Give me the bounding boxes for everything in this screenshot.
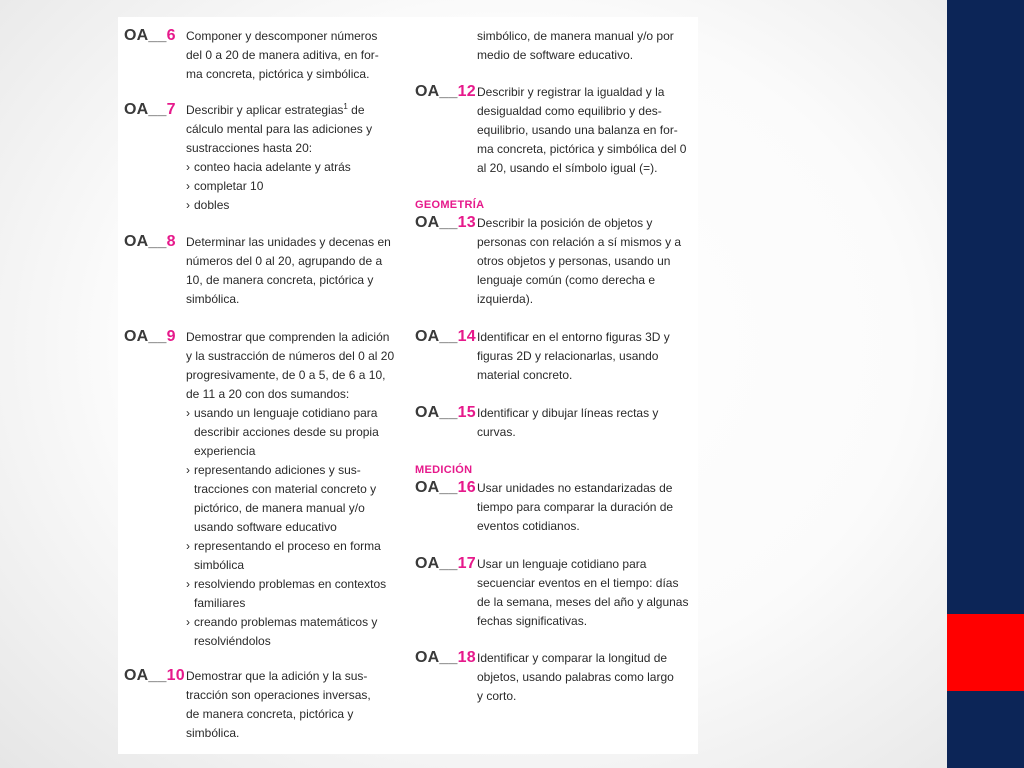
document-page — [118, 17, 698, 754]
objective-text: Identificar en el entorno figuras 3D y figuras 2D y relacionarlas, usando material concreto. — [477, 330, 670, 382]
objective-text: Describir y aplicar estrategias$^1$ de cálculo mental para las adiciones y sustracciones hasta 20: › conteo hacia adelante y atrás › completar 10 › dobles — [186, 101, 376, 215]
list-item: › representando adiciones y sus- tracciones con material concreto y pictórico, de manera manual y/o usando software educativo — [186, 463, 377, 534]
objective-code: OA__6 — [124, 27, 176, 44]
list-item: › representando el proceso en forma simbólica — [186, 539, 381, 572]
bullet-list — [186, 158, 376, 215]
objective-code: OA__13 — [415, 214, 476, 231]
bullet-list — [186, 404, 396, 651]
objective-text: Usar un lenguaje cotidiano para secuenciar eventos en el tiempo: días de la semana, meses del año y algunas fechas significativas. — [477, 557, 689, 628]
objective-text: Describir la posición de objetos y personas con relación a sí mismos y a otros objetos y personas, usando un lenguaje común (como derecha e izquierda). — [477, 216, 682, 306]
objective-code: OA__16 — [415, 479, 476, 496]
objective-code: OA__8 — [124, 233, 176, 250]
objective-code: OA__7 — [124, 101, 176, 118]
section-heading-medicion: MEDICIÓN — [415, 464, 473, 476]
objective-code: OA__17 — [415, 555, 476, 572]
section-heading-geometria: GEOMETRÍA — [415, 199, 485, 211]
objective-text: Componer y descomponer números del 0 a 20 de manera aditiva, en for- ma concreta, pictórica y simbólica. — [186, 29, 379, 81]
objective-text: Describir y registrar la igualdad y la desigualdad como equilibrio y des- equilibrio, usando una balanza en for- ma concreta, pictórica y simbólica del 0 al 20, usando el símbolo igual (=). — [477, 85, 687, 175]
objective-text: Demostrar que comprenden la adición y la sustracción de números del 0 al 20 progresivamente, de 0 a 5, de 6 a 10, de 11 a 20 con dos sumandos: › usando un lenguaje cotidiano para describir acciones desde su propia experiencia › representando adiciones y sus- tracciones con material concreto y pictórico, de manera manual y/o usando software educativo › representando el proceso en forma simbólica › resolviendo problemas en contextos familiares › creando problemas matemáticos y resolviéndolos — [186, 328, 396, 651]
objective-code: OA__15 — [415, 404, 476, 421]
objective-code: OA__18 — [415, 649, 476, 666]
red-accent-block — [947, 614, 1024, 691]
objective-code: OA__12 — [415, 83, 476, 100]
list-item: › dobles — [186, 198, 230, 212]
objective-text: Identificar y dibujar líneas rectas y curvas. — [477, 406, 659, 439]
objective-text: Identificar y comparar la longitud de objetos, usando palabras como largo y corto. — [477, 651, 674, 703]
objective-code: OA__14 — [415, 328, 476, 345]
objective-text: Demostrar que la adición y la sus- tracción son operaciones inversas, de manera concreta, pictórica y simbólica. — [186, 669, 371, 740]
list-item: › creando problemas matemáticos y resolviéndolos — [186, 615, 378, 648]
list-item: › resolviendo problemas en contextos familiares — [186, 577, 387, 610]
objective-code: OA__9 — [124, 328, 176, 345]
objective-text: Usar unidades no estandarizadas de tiempo para comparar la duración de eventos cotidianos. — [477, 481, 674, 533]
objective-code: OA__10 — [124, 667, 185, 684]
list-item: › conteo hacia adelante y atrás — [186, 160, 351, 174]
objective-text: Determinar las unidades y decenas en números del 0 al 20, agrupando de a 10, de manera concreta, pictórica y simbólica. — [186, 235, 391, 306]
list-item: › completar 10 — [186, 179, 264, 193]
list-item: › usando un lenguaje cotidiano para describir acciones desde su propia experiencia — [186, 406, 379, 458]
continued-text: simbólico, de manera manual y/o por medio de software educativo. — [477, 29, 674, 62]
